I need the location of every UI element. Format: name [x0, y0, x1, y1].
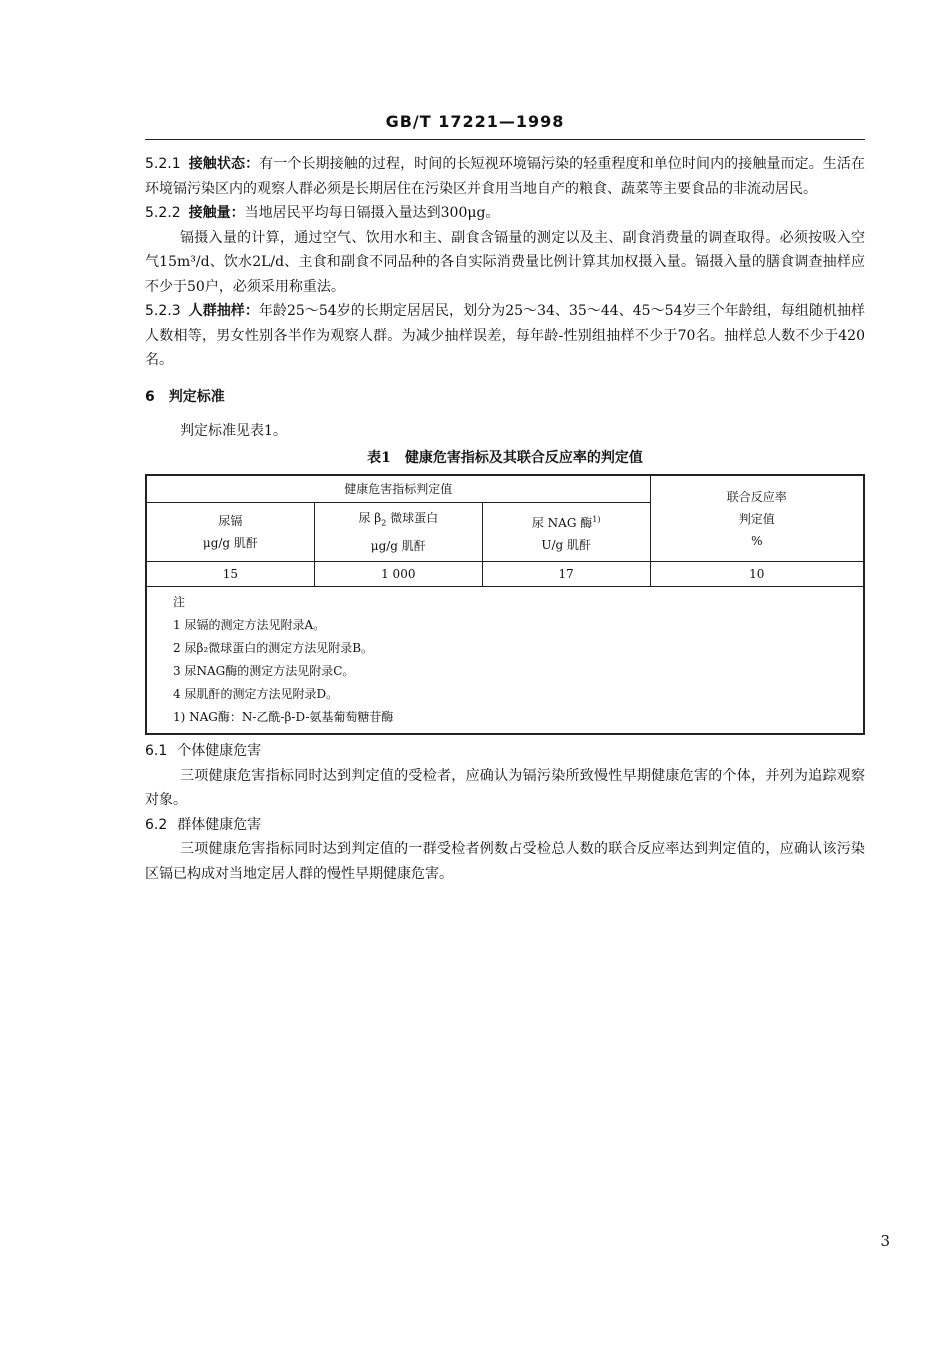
clause-number: 5.2.1: [145, 156, 181, 172]
table-notes: [146, 587, 864, 735]
group-header-cell: 健康危害指标判定值: [146, 475, 650, 503]
section-6-intro: 判定标准见表1。: [180, 423, 287, 439]
table-value-row: [146, 562, 864, 587]
section-title: 判定标准: [168, 388, 225, 405]
clause-term: 人群抽样：: [188, 303, 259, 319]
header-rule: [145, 139, 865, 140]
page-number: 3: [880, 1232, 890, 1250]
beta2-prefix: 尿 β: [358, 511, 382, 526]
beta2-microglobulin-value: 1 000: [314, 562, 482, 587]
beta2-subscript: 2: [381, 518, 387, 528]
nag-enzyme-value: 17: [482, 562, 650, 587]
combined-rate-unit: %: [751, 533, 763, 548]
note-item: 1 尿镉的测定方法见附录A。: [173, 618, 326, 632]
standard-header: GB/T 17221—1998: [385, 112, 565, 131]
subsection-number: 6.1: [145, 743, 168, 759]
clause-term: 接触状态：: [188, 156, 260, 172]
subsection-6-2-text: 三项健康危害指标同时达到判定值的一群受检者例数占受检总人数的联合反应率达到判定值的，应确认该污染区镉已构成对当地定居人群的慢性早期健康危害。: [145, 841, 865, 882]
clause-number: 5.2.2: [145, 205, 181, 221]
combined-rate-line1: 联合反应率: [726, 489, 787, 504]
clause-5-2-1: [145, 152, 865, 201]
combined-rate-header: [650, 475, 864, 562]
section-6-heading: [145, 385, 865, 410]
footnote-item: 1) NAG酶：N-乙酰-β-D-氨基葡萄糖苷酶: [173, 710, 394, 724]
clause-text: 有一个长期接触的过程，时间的长短视环境镉污染的轻重程度和单位时间内的接触量而定。生活在环境镉污染区内的观察人群必须是长期居住在污染区并食用当地自产的粮食、蔬菜等主要食品的非流动居民。: [145, 156, 865, 197]
clause-term: 接触量：: [188, 205, 245, 221]
nag-enzyme-name: [487, 509, 646, 534]
beta2-microglobulin-unit: μg/g 肌酐: [370, 538, 426, 553]
urine-cadmium-unit: μg/g 肌酐: [202, 536, 258, 550]
urine-cadmium-header: [146, 503, 314, 562]
urine-cadmium-name: 尿镉: [218, 514, 243, 528]
nag-enzyme-unit: U/g 肌酐: [541, 537, 591, 552]
table-caption-title: 健康危害指标及其联合反应率的判定值: [404, 449, 643, 466]
beta2-microglobulin-header: [314, 503, 482, 562]
table-caption: [145, 446, 865, 471]
nag-enzyme-header: [482, 503, 650, 562]
criteria-table: [145, 474, 865, 735]
beta2-suffix: 微球蛋白: [386, 511, 439, 526]
clause-5-2-2: [145, 201, 865, 226]
notes-title: 注: [173, 595, 186, 609]
clause-text: 年龄25～54岁的长期定居居民，划分为25～34、35～44、45～54岁三个年龄组，每组随机抽样人数相等，男女性别各半作为观察人群。为减少抽样误差，每年龄-性别组抽样不少于70名。抽样总人数不少于420名。: [145, 303, 866, 368]
clause-number: 5.2.3: [145, 303, 181, 319]
subsection-title: 个体健康危害: [177, 743, 262, 759]
combined-rate-value: 10: [650, 562, 864, 587]
table-caption-number: 表1: [367, 449, 391, 466]
subsection-6-2-heading: [145, 813, 865, 838]
table-notes-row: [146, 587, 864, 735]
urine-cadmium-value: 15: [146, 562, 314, 587]
subsection-number: 6.2: [145, 816, 168, 833]
combined-rate-line2: 判定值: [738, 511, 775, 526]
section-number: 6: [145, 388, 155, 405]
nag-enzyme-label: 尿 NAG 酶: [531, 515, 593, 530]
note-item: 3 尿NAG酶的测定方法见附录C。: [173, 664, 355, 678]
subsection-6-1-text: 三项健康危害指标同时达到判定值的受检者，应确认为镉污染所致慢性早期健康危害的个体，并列为追踪观察对象。: [145, 767, 865, 808]
clause-text: 当地居民平均每日镉摄入量达到300μg。: [244, 205, 500, 221]
note-item: 2 尿β₂微球蛋白的测定方法见附录B。: [173, 641, 374, 655]
nag-footnote-mark: 1): [592, 514, 601, 524]
subsection-title: 群体健康危害: [177, 816, 262, 833]
note-item: 4 尿肌酐的测定方法见附录D。: [173, 687, 339, 701]
document-body: [145, 152, 865, 886]
clause-5-2-3: [145, 299, 865, 373]
paragraph-intake: 镉摄入量的计算，通过空气、饮用水和主、副食含镉量的测定以及主、副食消费量的调查取得。必须按吸入空气15m³/d、饮水2L/d、主食和副食不同品种的各自实际消费量比例计算其加权摄入量。镉摄入量的膳食调查抽样应不少于50户，必须采用称重法。: [145, 229, 865, 295]
subsection-6-1-heading: [145, 739, 865, 764]
table-header-row: [146, 475, 864, 503]
beta2-microglobulin-name: [319, 507, 478, 534]
